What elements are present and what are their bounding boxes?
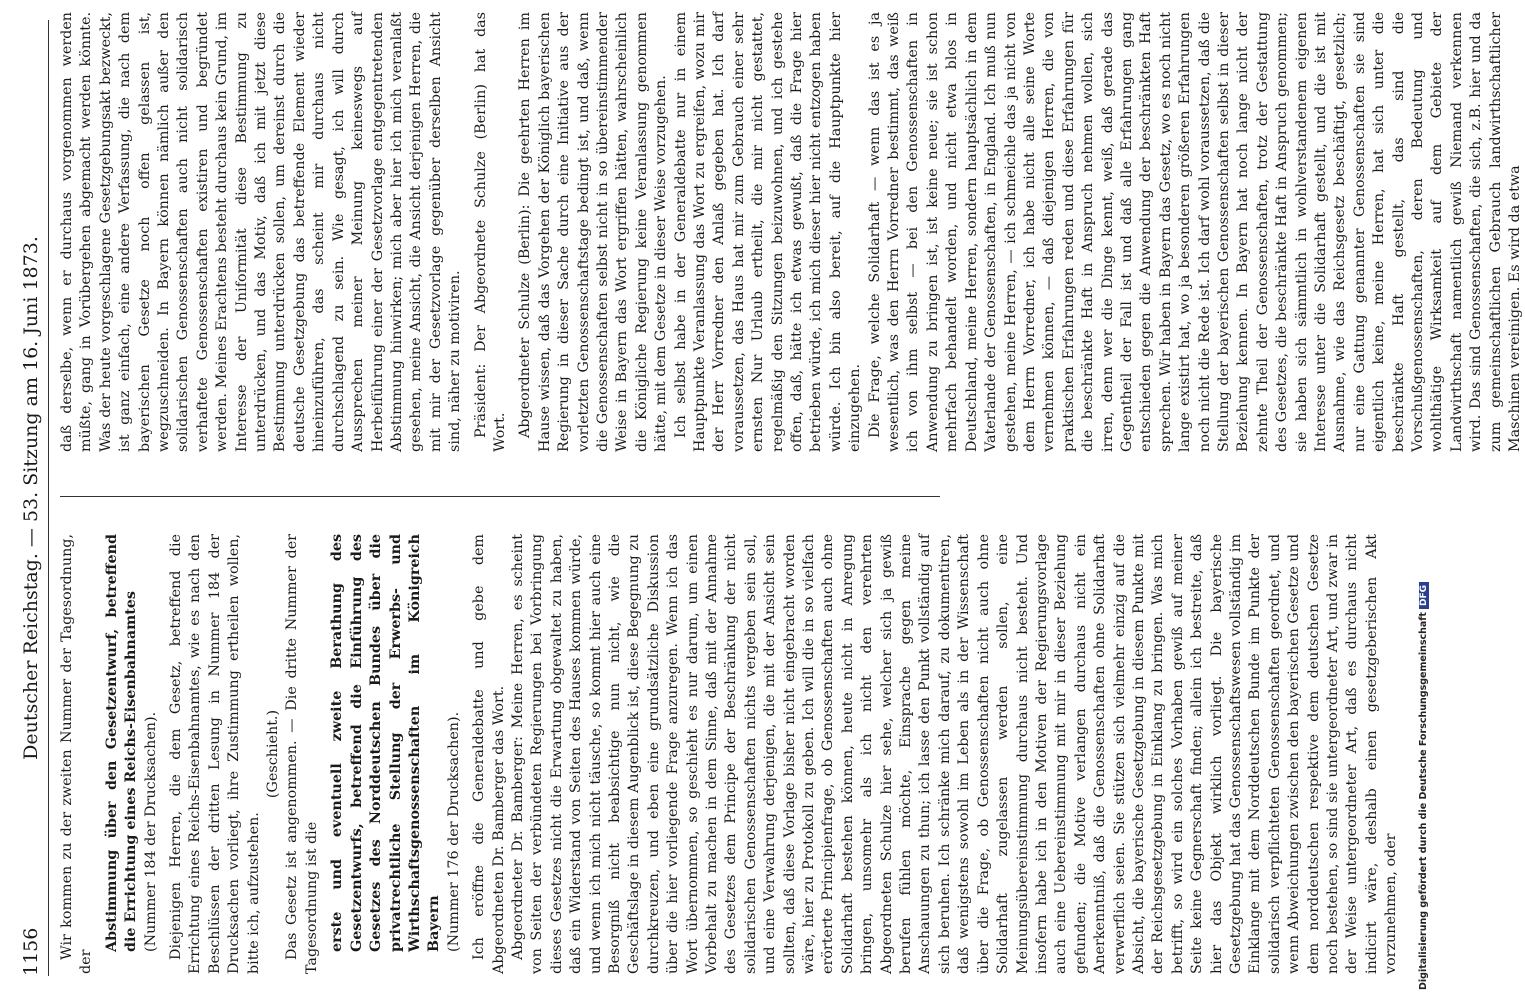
speech-paragraph: Abgeordneter Schulze (Berlin): Die geehrten Herren im Hause wissen, daß das Vorgehen der Königlich bayerischen Regierung in dieser Sache durch eine Initiative aus der vorletzten Genossenschaftstage bedingt ist, und daß, wenn die Genossenschaften selbst nicht in so übereinstimmender Weise in Bayern das Wort ergriffen hätten, wahrscheinlich die Königliche Regierung keine Veranlassung genommen hätte, mit dem Gesetze in dieser Weise vorzugehen. bbox=[517, 12, 670, 452]
agenda-item-reference: (Nummer 176 der Drucksachen). bbox=[445, 711, 462, 952]
credit-text: Digitalisierung gefördert durch die Deutsche Forschungsgemeinschaft bbox=[1418, 612, 1429, 990]
left-column bbox=[58, 534, 1400, 974]
president-remark: Präsident: Der Abgeordnete Schulze (Berlin) hat das Wort. bbox=[472, 12, 508, 452]
running-title: Deutscher Reichstag. — 53. Sitzung am 16. Juni 1873. bbox=[20, 236, 42, 760]
page-number: 1156 bbox=[20, 927, 42, 976]
agenda-item-title: erste und eventuell zweite Berathung des Gesetzentwurfs, betreffend die Einführung des Gesetzes des Norddeutschen Bundes über die privatrechtliche Stellung der Erwerbs- und Wirthschaftsgenossenschaften im Königreich Bayern bbox=[329, 534, 443, 952]
speech-paragraph: Abgeordneter Dr. Bamberger: Meine Herren, es scheint von Seiten der verbündeten Regierungen bei Vorbringung dieses Gesetzes nicht die Erwartung obgewaltet zu haben, daß ein Widerstand von Seiten des Hauses kommen würde, und wenn ich mich nicht täusche, so kommt hier auch eine Besorgniß nicht beabsichtige nun nicht, wie die Geschäftslage in diesem Augenblick ist, diese Begegnung zu durchkreuzen, und eben eine grundsätzliche Diskussion über die hier vorliegende Frage anzuregen. Wenn ich das Wort übernommen, so geschieht es nur darum, um einen Vorbehalt zu machen in dem Sinne, daß mit der Annahme des Gesetzes dem Principe der Beschränkung der nicht solidarischen Genossenschaften nichts vergeben sein soll, und eine Verwahrung derjenigen, die mit der Ansicht sein sollten, daß diese Vorlage bisher nicht eingebracht worden wäre, hier zu Protokoll zu geben. Ich will die in so vielfach erörterte Principienfrage, ob Genossenschaften auch ohne Solidarhaft bestehen können, heute nicht in Anregung bringen, unsomehr als ich nicht den verehrten Abgeordneten Schulze hier sehe, welcher sich ja gewiß berufen fühlen möchte, Einsprache gegen meine Anschauungen zu thun; ich lasse den Punkt vollständig auf sich beruhen. Ich schränke mich darauf, zu dokumentiren, daß wenigstens sowohl im Leben als in der Wissenschaft über die Frage, ob Genossenschaften nicht auch ohne Solidarhaft zugelassen werden sollen, eine Meinungsübereinstimmung durchaus nicht besteht. Und insofern habe ich in den Motiven der Regierungsvorlage auch eine Uebereinstimmung mit mir in dieser Beziehung gefunden; die Motive verlangen durchaus nicht ein Anerkenntniß, daß die Genossenschaften ohne Solidarhaft verwerflich seien. Sie stützen sich vielmehr einzig auf die Absicht, die bayerische Gesetzgebung in diesem Punkte mit der Reichsgesetzgebung in Einklang zu bringen. Was mich betrifft, so wird ein solches Vorhaben gewiß auf meiner Seite keine Gegnerschaft finden; allein ich bestreite, daß hier das Objekt wirklich vorliegt. Die bayerische Gesetzgebung hat das Genossenschaftswesen vollständig im Einklange mit dem Norddeutschen Bunde im Punkte der solidarisch verpflichteten Genossenschaften geordnet, und wenn Abweichungen zwischen den bayerischen Gesetze und dem norddeutschen respektive dem deutschen Gesetze noch bestehen, so sind sie untergeordneter Art, und zwar in der Weise untergeordneter Art, daß es durchaus nicht indicirt wäre, deshalb einen gesetzgeberischen Akt vorzunehmen, oder bbox=[509, 534, 1400, 974]
paragraph: Wir kommen zu der zweiten Nummer der Tagesordnung, der bbox=[59, 534, 95, 974]
right-column bbox=[58, 12, 1524, 452]
agenda-item-title: Abstimmung über den Gesetzentwurf, betreffend die Errichtung eines Reichs-Eisenbahnamtes bbox=[103, 534, 140, 952]
speech-paragraph: Die Frage, welche Solidarhaft — wenn das ist es ja wesentlich, was den Herrn Vorredner bestimmt, das weiß ich von ihm selbst — bei den Genossenschaften in Anwendung zu bringen ist, ist keine neue; sie ist schon mehrfach behandelt worden, und nicht etwa blos in Deutschland, meine Herren, sondern hauptsächlich in dem Vaterlande der Genossenschaften, in England. Ich muß nun gestehen, meine Herren, — ich schmeichle das ja nicht von dem Herrn Vorredner, ich habe nicht alle seine Worte vernehmen können, — daß diejenigen Herren, die von praktischen Erfahrungen reden und diese Erfahrungen für die beschränkte Haft in Anspruch nehmen wollen, sich irren, denn wer die Dinge kennt, weiß, daß gerade das Gegentheil der Fall ist und daß alle Erfahrungen gang entschieden gegen die Anwendung der beschränkten Haft sprechen. Wir haben in Bayern das Gesetz, wo es noch nicht lange existirt hat, wo ja besonderen größeren Erfahrungen noch nicht die Rede ist. Ich darf wohl voraussetzen, daß die Stellung der bayerischen Genossenschaften selbst in dieser Beziehung kennen. In Bayern hat noch lange nicht der zehnte Theil der Genossenschaften, trotz der Gestattung des Gesetzes, die beschränkte Haft in Anspruch genommen; sie haben sich sämmtlich in wohlverstandenem eigenen Interesse unter die Solidarhaft gestellt, und die ist mit Ausnahme, wie das Reichsgesetz beschäftigt, gesetzlich; nur eine Gattung genannter Genossenschaften sie sind eigentlich keine, meine Herren, hat sich unter die beschränkte Haft gestellt, das sind die Vorschußgenossenschaften, deren Bedeutung und wohlthätige Wirksamkeit auf dem Gebiete der Landwirthschaft namentlich gewiß Niemand verkennen wird. Das sind Genossenschaften, die sich, z.B. hier und da zum gemeinschaftlichen Gebrauch landwirthschaftlicher Maschinen vereinigen. Es wird da etwa bbox=[866, 12, 1524, 452]
dfg-logo: DFG bbox=[1419, 582, 1429, 609]
column-divider bbox=[60, 496, 940, 497]
paragraph: Ich eröffne die Generaldebatte und gebe dem Abgeordneten Dr. Bamberger das Wort. bbox=[471, 534, 507, 974]
speech-paragraph: Ich selbst habe in der Generaldebatte nur in einem Hauptpunkte Veranlassung das Wort zu ergreifen, wozu mir der Herr Vorredner den Anlaß gegeben hat. Ich darf voraussetzen, das Haus hat mir zum Gebrauch einer sehr ernsten Nur Urlaub ertheilt, die mir nicht gestattet, regelmäßig den Sitzungen beizuwohnen, und ich gestehe offen, daß, hätte ich etwas gewußt, daß die Frage hier betrieben würde, ich mich dieser hier nicht entzogen haben würde. Ich bin also bereit, auf die Hauptpunkte hier einzugehen. bbox=[672, 12, 864, 452]
digitization-credit bbox=[1418, 582, 1429, 990]
running-header bbox=[18, 20, 49, 976]
agenda-item-reference: (Nummer 184 der Drucksachen). bbox=[142, 711, 159, 952]
stage-direction: (Geschieht.) bbox=[265, 709, 282, 799]
paragraph: daß derselbe, wenn er durchaus vorgenommen werden müßte, gang in Vorübergehen abgemacht werden könnte. Was der heute vorgeschlagene Gesetzgebungsakt bezweckt, ist ganz einfach, eine andere Verfassung, die nach dem bayerischen Gesetze noch offen gelassen ist, wegzuschneiden. In Bayern können nämlich außer den solidarischen Genossenschaften auch nicht solidarisch verhaftete Genossenschaften existiren und begründet werden. Meines Erachtens besteht durchaus kein Grund, im Interesse der Uniformität diese Bestimmung zu unterdrücken, und das Motiv, daß ich mit jetzt diese Bestimmung unterdrücken sollen, um dereinst durch die deutsche Gesetzgebung das betreffende Element wieder hineinzuführen, das scheint mir durchaus nicht durchschlagend zu sein. Wie gesagt, ich will durch Aussprechen meiner Meinung keineswegs auf Herbeiführung einer der Gesetzvorlage entgegentretenden Abstimmung hinwirken; mich aber hier ich mich veranlaßt gesehen, meine Ansicht, die Ansicht derjenigen Herren, die mit mir der Gesetzvorlage gegenüber derselben Ansicht sind, näher zu motiviren. bbox=[59, 12, 464, 452]
paragraph: Das Gesetz ist angenommen. — Die dritte Nummer der Tagesordnung ist die bbox=[284, 534, 320, 974]
paragraph: Diejenigen Herren, die dem Gesetz, betreffend die Errichtung eines Reichs-Eisenbahnamtes, wie es nach den Beschlüssen der dritten Lesung in Nummer 184 der Drucksachen vorliegt, ihre Zustimmung ertheilen wollen, bitte ich, aufzustehen. bbox=[168, 534, 262, 974]
